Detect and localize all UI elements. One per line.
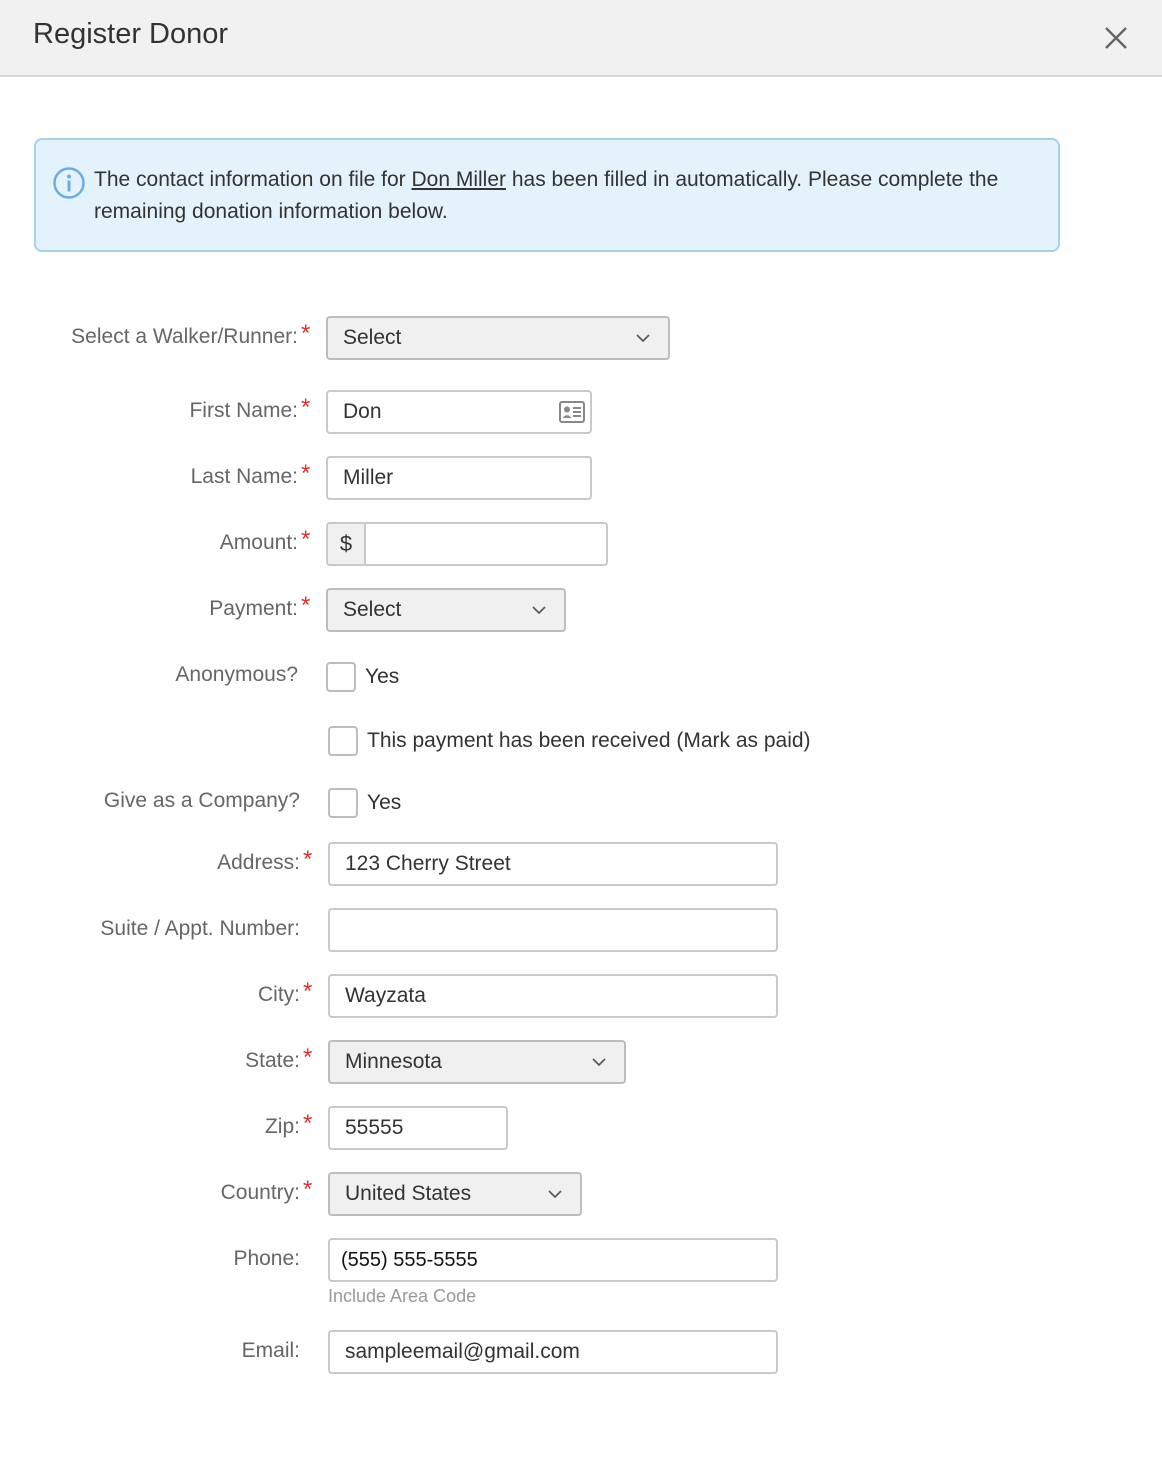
info-alert — [34, 138, 1060, 252]
close-icon — [1098, 20, 1134, 56]
anonymous-checkbox[interactable] — [326, 662, 356, 692]
info-icon — [52, 166, 86, 200]
suite-input[interactable] — [328, 908, 778, 952]
donor-name-link[interactable]: Don Miller — [411, 168, 507, 191]
last-name-input[interactable] — [326, 456, 592, 500]
zip-input[interactable] — [328, 1106, 508, 1150]
required-marker: * — [301, 320, 311, 347]
required-marker: * — [303, 1110, 313, 1137]
modal-title: Register Donor — [33, 18, 229, 50]
currency-prefix: $ — [328, 524, 366, 564]
zip-label: Zip: — [264, 1115, 300, 1138]
required-marker: * — [301, 526, 311, 553]
address-input[interactable] — [328, 842, 778, 886]
chevron-down-icon — [548, 1190, 562, 1199]
address-label: Address: — [217, 851, 300, 874]
suite-label: Suite / Appt. Number: — [100, 917, 300, 940]
close-button[interactable] — [1098, 20, 1134, 56]
company-option-label[interactable]: Yes — [367, 791, 402, 814]
state-select[interactable] — [328, 1040, 626, 1084]
city-label: City: — [258, 983, 300, 1006]
state-label: State: — [245, 1049, 300, 1072]
required-marker: * — [303, 1176, 313, 1203]
required-marker: * — [303, 978, 313, 1005]
payment-label: Payment: — [209, 597, 298, 620]
country-select-value: United States — [345, 1182, 472, 1205]
required-marker: * — [301, 394, 311, 421]
company-label: Give as a Company? — [103, 789, 300, 812]
email-label: Email: — [241, 1339, 300, 1362]
country-label: Country: — [220, 1181, 300, 1204]
chevron-down-icon — [592, 1058, 606, 1067]
phone-input[interactable] — [328, 1238, 778, 1282]
phone-helper-text: Include Area Code — [328, 1286, 477, 1306]
required-marker: * — [303, 1044, 313, 1071]
info-text-after: has been filled in automatically. Please complete the remaining donation information below. — [94, 168, 999, 223]
amount-label: Amount: — [219, 531, 298, 554]
anonymous-option-label[interactable]: Yes — [365, 665, 400, 688]
phone-label: Phone: — [233, 1247, 300, 1270]
company-checkbox[interactable] — [328, 788, 358, 818]
first-name-input[interactable] — [326, 390, 592, 434]
last-name-label: Last Name: — [190, 465, 298, 488]
walker-select-value: Select — [343, 326, 402, 349]
required-marker: * — [303, 846, 313, 873]
city-input[interactable] — [328, 974, 778, 1018]
modal-header — [0, 0, 1162, 77]
first-name-label: First Name: — [189, 399, 298, 422]
amount-field — [326, 522, 608, 566]
info-message — [94, 164, 1044, 228]
contact-card-icon[interactable] — [559, 401, 585, 423]
state-select-value: Minnesota — [345, 1050, 442, 1073]
chevron-down-icon — [636, 334, 650, 343]
payment-select-value: Select — [343, 598, 402, 621]
walker-select[interactable] — [326, 316, 670, 360]
payment-select[interactable] — [326, 588, 566, 632]
mark-paid-checkbox[interactable] — [328, 726, 358, 756]
email-input[interactable] — [328, 1330, 778, 1374]
chevron-down-icon — [532, 606, 546, 615]
walker-label: Select a Walker/Runner: — [71, 325, 298, 348]
amount-input[interactable] — [368, 524, 606, 564]
required-marker: * — [301, 592, 311, 619]
info-text-before: The contact information on file for — [94, 168, 412, 191]
anonymous-label: Anonymous? — [175, 663, 298, 686]
country-select[interactable] — [328, 1172, 582, 1216]
required-marker: * — [301, 460, 311, 487]
mark-paid-label[interactable]: This payment has been received (Mark as paid) — [367, 729, 811, 752]
